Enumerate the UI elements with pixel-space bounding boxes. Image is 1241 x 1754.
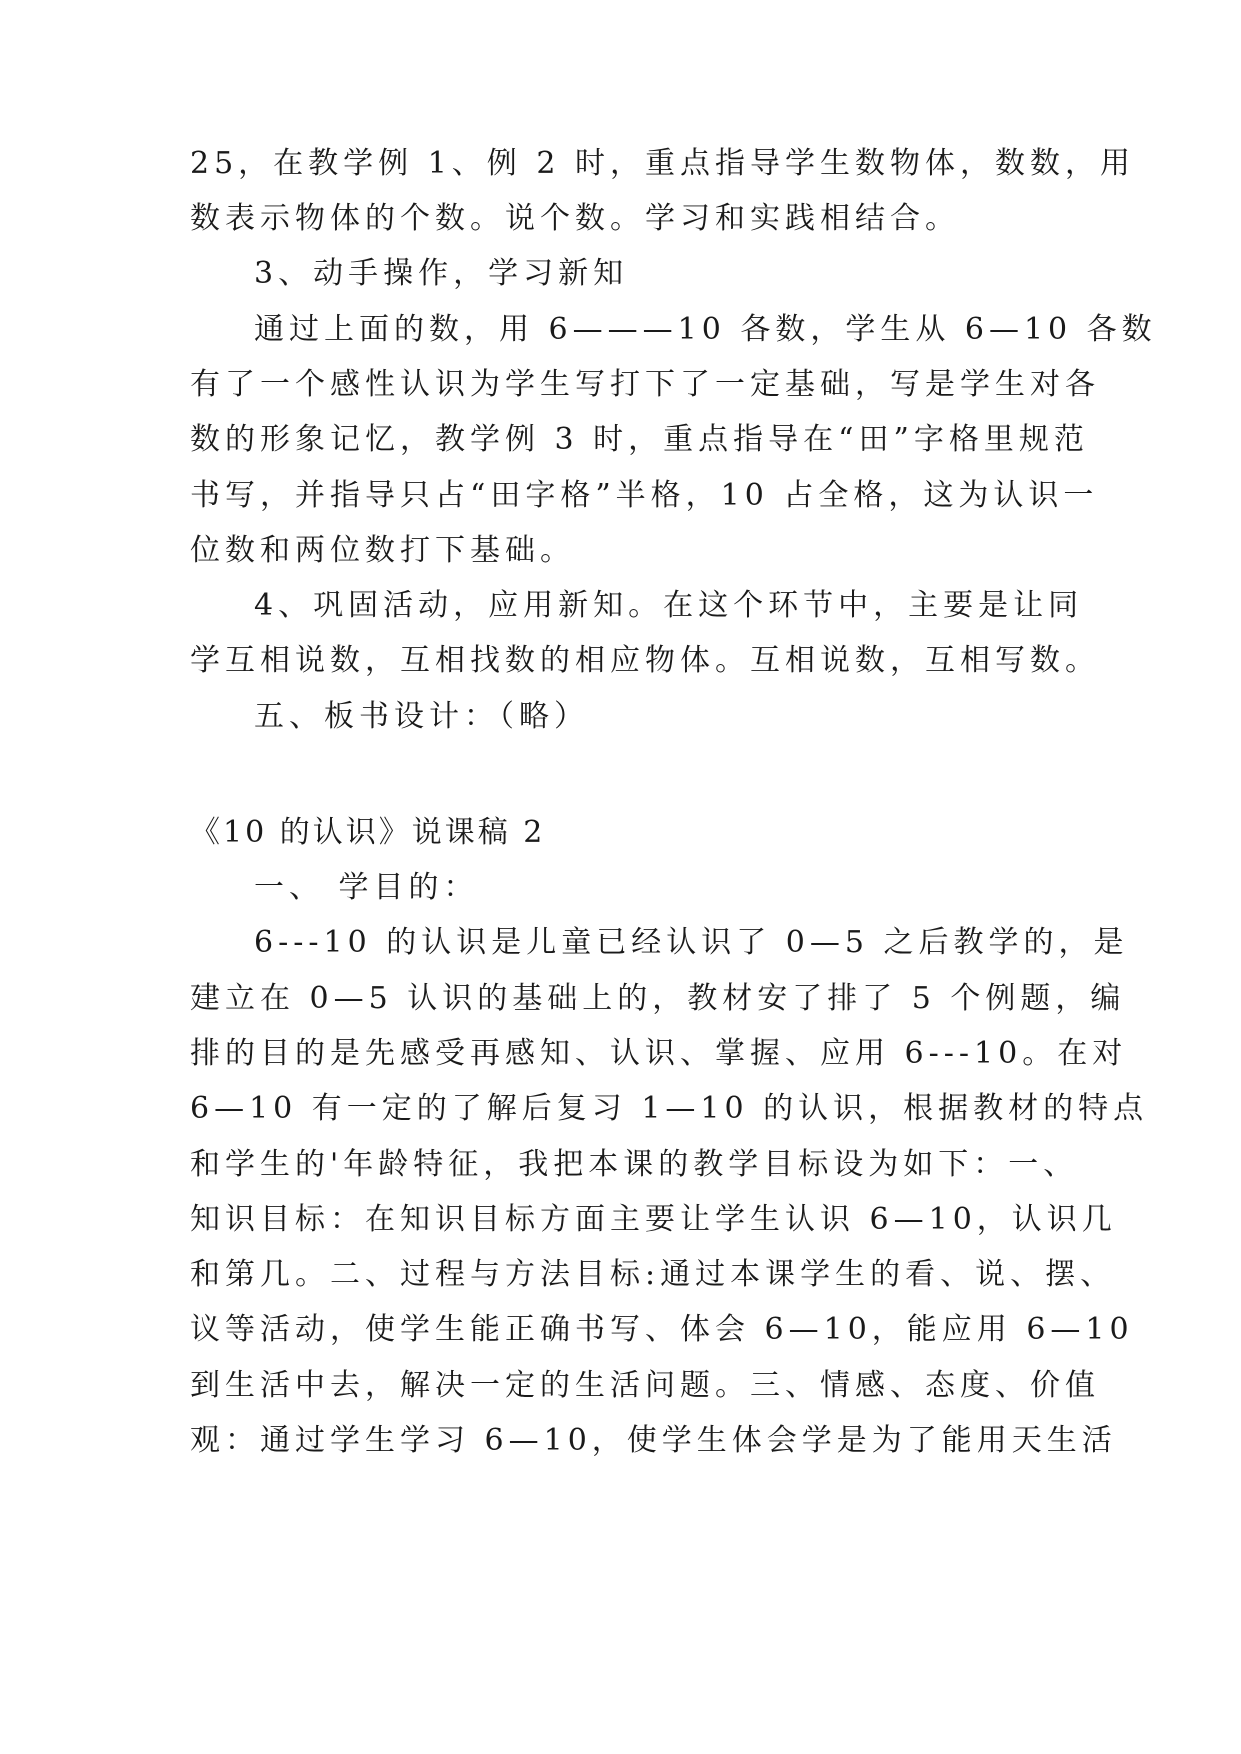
paragraph-line: 知识目标：在知识目标方面主要让学生认识 6—10，认识几 — [190, 1202, 1117, 1237]
paragraph-line: 书写，并指导只占“田字格”半格，10 占全格，这为认识一 — [190, 478, 1099, 513]
paragraph-line: 议等活动，使学生能正确书写、体会 6—10，能应用 6—10 — [190, 1312, 1134, 1347]
paragraph-line: 6—10 有一定的了解后复习 1—10 的认识，根据教材的特点 — [190, 1091, 1149, 1126]
section-heading: 一、 学目的： — [254, 870, 479, 905]
paragraph-line: 观：通过学生学习 6—10，使学生体会学是为了能用天生活 — [190, 1423, 1117, 1458]
paragraph-line: 数表示物体的个数。说个数。学习和实践相结合。 — [190, 201, 960, 236]
paragraph-line: 6---10 的认识是儿童已经认识了 0—5 之后教学的，是 — [254, 925, 1129, 960]
document-title: 《10 的认识》说课稿 2 — [190, 815, 546, 850]
section-heading: 3、动手操作，学习新知 — [254, 256, 629, 291]
paragraph-line: 4、巩固活动，应用新知。在这个环节中，主要是让同 — [254, 588, 1084, 623]
paragraph-line: 建立在 0—5 认识的基础上的，教材安了排了 5 个例题，编 — [190, 981, 1126, 1016]
paragraph-line: 排的目的是先感受再感知、认识、掌握、应用 6---10。在对 — [190, 1036, 1128, 1071]
paragraph-line: 25，在教学例 1、例 2 时，重点指导学生数物体，数数，用 — [190, 146, 1135, 181]
paragraph-line: 通过上面的数，用 6———10 各数，学生从 6—10 各数 — [254, 312, 1157, 347]
section-heading: 五、板书设计：（略） — [254, 699, 589, 734]
paragraph-line: 位数和两位数打下基础。 — [190, 533, 575, 568]
paragraph-line: 到生活中去，解决一定的生活问题。三、情感、态度、价值 — [190, 1368, 1100, 1403]
paragraph-line: 学互相说数，互相找数的相应物体。互相说数，互相写数。 — [190, 643, 1100, 678]
paragraph-line: 和第几。二、过程与方法目标:通过本课学生的看、说、摆、 — [190, 1257, 1116, 1292]
paragraph-line: 数的形象记忆，教学例 3 时，重点指导在“田”字格里规范 — [190, 422, 1089, 457]
paragraph-line: 有了一个感性认识为学生写打下了一定基础，写是学生对各 — [190, 367, 1100, 402]
paragraph-line: 和学生的'年龄特征，我把本课的教学目标设为如下：一、 — [190, 1147, 1079, 1182]
